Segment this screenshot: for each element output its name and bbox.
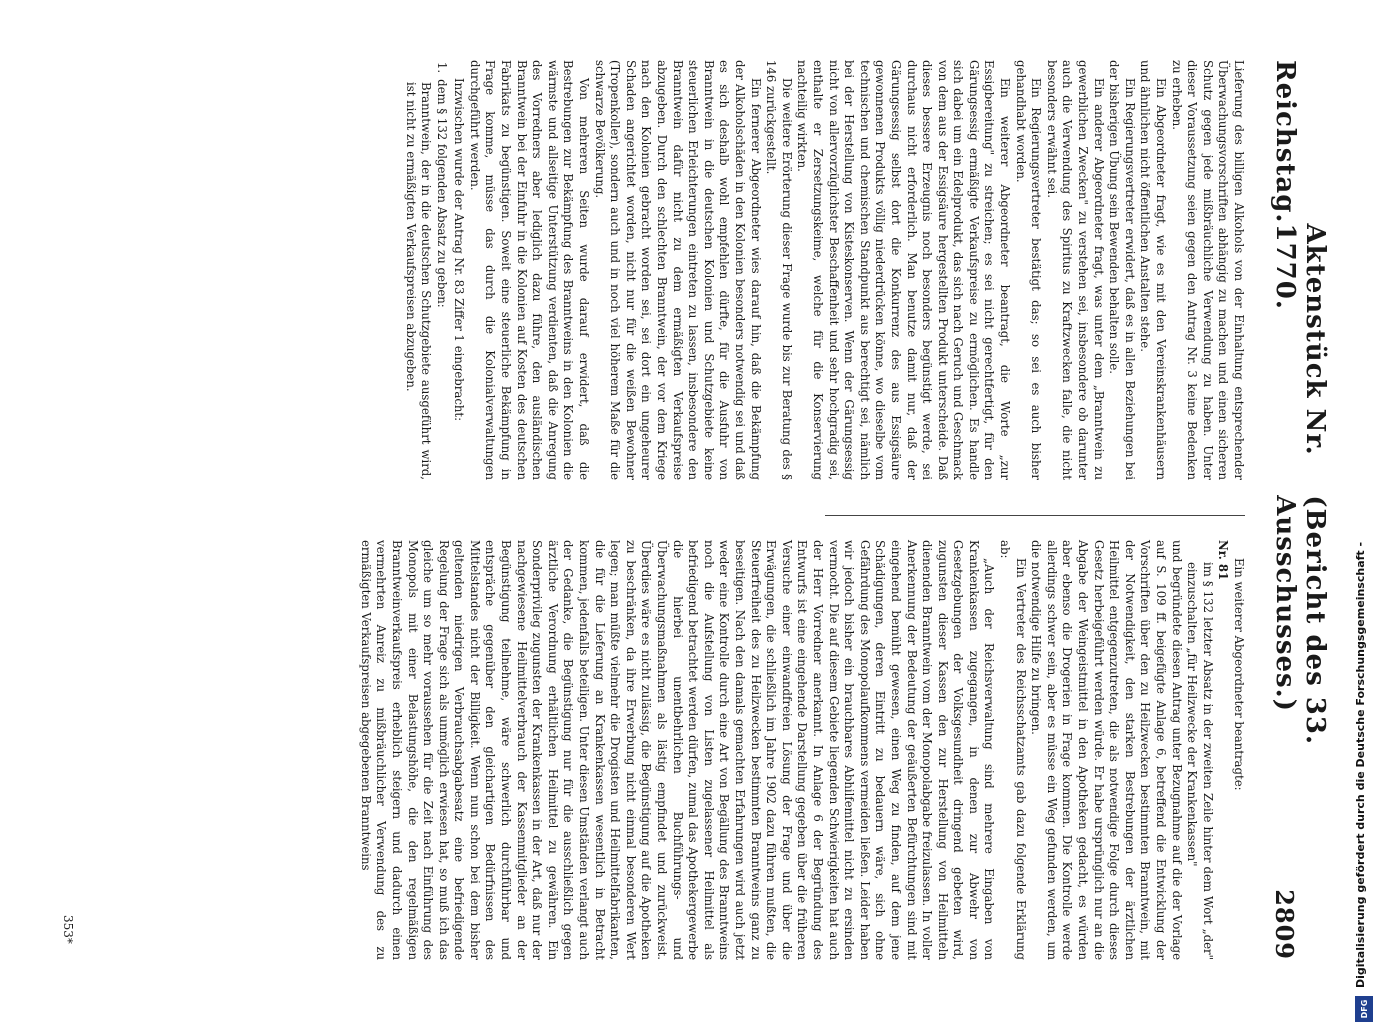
paragraph: Ein Abgeordneter fragt, wie es mit den Vereinskrankenhäusern und ähnlichen nicht öffentlichen Anstalten stehe. (1138, 60, 1169, 480)
paragraph: Ein Vertreter des Reichsschatzamts gab dazu folgende Erklärung ab: (998, 540, 1028, 960)
column-divider (825, 515, 1245, 516)
paragraph: Ein Regierungsvertreter bestätigt das; so sei es auch bisher gehandhabt worden. (1013, 60, 1044, 480)
header-center: Aktenstück Nr. 1770. (1270, 223, 1330, 456)
signature-mark: 353* (61, 915, 75, 944)
list-text: dem § 132 folgenden Absatz zu geben: (434, 79, 449, 308)
header-left: Reichstag. (1270, 60, 1300, 224)
paragraph: Ein fernerer Abgeordneter wies darauf hin, daß die Bekämpfung der Alkoholschäden in den Kolonien besonders notwendig sei und daß es sich deshalb wohl empfehlen dürfte, für die Ausfuhr von Branntwein in die deutschen Kolonien und Schutzgebiete keine steuerlichen Erleichterungen eintreten zu lassen, insbesondere den Branntwein dafür nicht zu dem ermäßigten Verkaufspreise abzugeben. Durch den schlechten Branntwein, der vor dem Kriege nach den Kolonien gebracht worden sei, sei dort ein ungeheurer Schaden angerichtet worden, nicht nur für die weißen Bewohner (Tropenkoller), sondern auch und in noch viel höherem Maße für die schwarze Bevölkerung. (592, 60, 763, 480)
list-number: 1. (434, 62, 449, 74)
paragraph: Inzwischen wurde der Antrag Nr. 83 Ziffer 1 eingebracht: (452, 78, 467, 422)
digitization-footer (1352, 30, 1378, 1019)
right-column (357, 540, 1246, 960)
paragraph: Ein weiterer Abgeordneter beantragt, die Worte „zur Essigbereitung" zu streichen; es sei nicht gerechtfertigt, für den Gärungsessig ermäßigte Verkaufspreise zu ermöglichen. Es handle sich dabei um ein Edelprodukt, das sich nach Geruch und Geschmack von dem aus der Essigsäure hergestellten Produkt unterscheide. Daß dieses bessere Erzeugnis noch besonders begünstigt werde, sei durchaus nicht erforderlich. Man benutze damit nur, daß der Gärungsessig selbst dort die Konkurrenz des aus Essigsäure gewonnenen Produkts völlig niederdrücken könne, wo dieselbe vom technischen und chemischen Standpunkt aus berechtigt sei, nämlich bei der Herstellung von Kisteskonserven. Wenn der Gärungsessig nicht von allervorzüglichster Beschaffenheit und sehr hochgradig sei, enthalte er Zersetzungskeime, welche für die Konservierung nachteilig wirkten. (795, 60, 1013, 480)
dfg-logo-label: DFG (1360, 999, 1369, 1019)
paragraph: Ein anderer Abgeordneter fragt, was unter dem „Branntwein zu gewerblichen Zwecken" zu verstehen sei, insbesondere ob darunter auch die Verwendung des Spiritus zu Kraftzwecken falle, die nicht besonders erwähnt sei. (1044, 60, 1106, 480)
page-number: 2809 (1270, 889, 1299, 960)
quoted-text: Branntwein, der in die deutschen Schutzgebiete ausgeführt wird, ist nicht zu ermäßigten Verkaufspreisen abzugeben. (403, 82, 434, 480)
paragraph: Lieferung des billigen Alkohols von der Einhaltung entsprechender Überwachungsvorschriften abhängig zu machen und einen sicheren Schutz gegen jede mißbräuchliche Verwendung zu haben. Unter dieser Voraussetzung seien gegen den Antrag Nr. 3 keine Bedenken zu erheben. (1169, 60, 1246, 480)
paragraph: Ein Regierungsvertreter erwidert, daß es in allen Beziehungen bei der bisherigen Übung sein Bewenden behalten solle. (1107, 60, 1137, 480)
page-header (1270, 60, 1330, 960)
footer-text: Digitalisierung gefördert durch die Deutsche Forschungsgemeinschaft - (1354, 541, 1367, 988)
paragraph: „Auch der Reichsverwaltung sind mehrere Eingaben von Krankenkassen zugegangen, in denen zur Abwehr von Gesetzgebungen der Volksgesundheit dringend gebeten wird, zugunsten dieser Kassen den zur Herstellung von Heilmitteln dienenden Branntwein vom der Monopolabgabe freizulassen. In voller Anerkennung der Bedeutung der geäußerten Befürchtungen sind mit eingehend bemüht gewesen, einen Weg zu finden, auf dem jene Schädigungen, deren Eintritt zu bedauern wäre, sich ohne Gefährdung des Monopolaufkommens vermeiden ließen. Leider haben wir jedoch bisher ein brauchbares Abhilfemittel nicht zu ersinden vermocht. Die auf diesem Gebiete liegenden Schwierigkeiten hat auch der Herr Vorredner anerkannt. In Anlage 6 der Begründung des Entwurfs ist eine eingehende Darstellung gegeben über die früheren Versuche einer einwandfreien Lösung der Frage und über die Erwägungen, die schließlich im Jahre 1902 dazu führen mußten, die Steuerfreiheit des zu Heilzwecken bestimmten Branntweins ganz zu beseitigen. Nach den damals gemachten Erfahrungen wird auch jetzt weder eine Kontrolle durch eine Art von Begällung des Branntweins noch die Aufstellung von Listen zugelassener Heilmittel als befriedigend betrachtet werden dürfen, zumal das Apothekergewerbe die hierbei unentbehrlichen Buchführungs- und Überwachungsmaßnahmen als lästig empfindet und zurückweist. Überdies wäre es nicht zulässig, die Begünstigung auf die Apotheken zu beschränken, da ihre Erwerbung nicht einmal besonderen Wert legen; man müßte vielmehr die Drogisten und Heilmittelfabrikanten, die für die Lieferung an Krankenkassen wesentlich in Betracht kommen, jedenfalls beteiligen. Unter diesen Umständen verlangt auch der Gedanke, die Begünstigung nur für die ausschließlich gegen ärztliche Verordnung erhältlichen Heilmittel zu gewähren. Ein Sonderprivileg zugunsten der Krankenkassen in der Art, daß nur der nachgewiesene Heilmittelverbrauch der Kassenmitglieder an der Begünstigung teilnehme, wäre schwerlich durchführbar und entspräche gegenüber den gleichartigen Bedürfnissen des Mittelstandes nicht der Billigkeit. Wenn nun schon bei dem bisher geltenden niedrigen Verbrauchsabgabesatz eine befriedigende Regelung der Frage sich als unmöglich erwiesen hat, so muß ich das gleiche um so mehr voraussehen für die Zeit nach Einführung des Monopols mit einer Belastungshöhe, die den regelmäßigen Branntweinverkaufspreis erheblich steigern und dadurch einen vermehrten Anreiz zu mißbräuchlicher Verwendung des zu ermäßigten Verkaufspreisen abgegebenen Branntweins (358, 540, 997, 960)
motion-text: im § 132 letzter Absatz in der zweiten Zeile hinter dem Wort „der" einzuschalten „für Heilzwecke der Krankenkassen" (1185, 562, 1215, 960)
paragraph: Von mehreren Seiten wurde darauf erwidert, daß die Bestrebungen zur Bekämpfung des Branntweins in den Kolonien die wärmste und allseitige Unterstützung verdienten, daß die Anregung des Vorredners aber lediglich dazu führe, den ausländischen Branntwein bei der Einfuhr in die Kolonien auf Kosten des deutschen Fabrikats zu begünstigen. Soweit eine steuerliche Bekämpfung in Frage komme, müsse das durch die Kolonialverwaltungen durchgeführt werden. (467, 60, 592, 480)
paragraph: und begründete diesen Antrag unter Bezugnahme auf die der Vorlage auf S. 109 ff. beigefügte Anlage 6, betreffend die Entwicklung der Vorschriften über den zu Heilzwecken bestimmten Branntwein, mit der Notwendigkeit, den starken Bestrebungen der ärztlichen Heilmittel entgegenzutreten, die als notwendige Folge durch dieses Gesetz herbeigeführt werden würde. Er habe ursprünglich nur an die Abgabe der Weingeistmittel in den Apotheken gedacht, es würden aber ebenso die Drogerien in Frage kommen. Die Kontrolle werde allerdings schwer sein, aber es müsse ein Weg gefunden werden, um die notwendige Hilfe zu bringen. (1029, 540, 1184, 960)
header-right: (Bericht des 33. Ausschusses.) (1270, 495, 1330, 746)
list-item (433, 60, 449, 480)
paragraph: Ein weiterer Abgeordneter beantragte: (1232, 558, 1246, 791)
paragraph: Die weitere Erörterung dieser Frage wurde bis zur Beratung des § 146 zurückgestellt. (764, 60, 794, 480)
left-column (402, 60, 1246, 480)
motion-number: Nr. 81 (1216, 540, 1231, 581)
